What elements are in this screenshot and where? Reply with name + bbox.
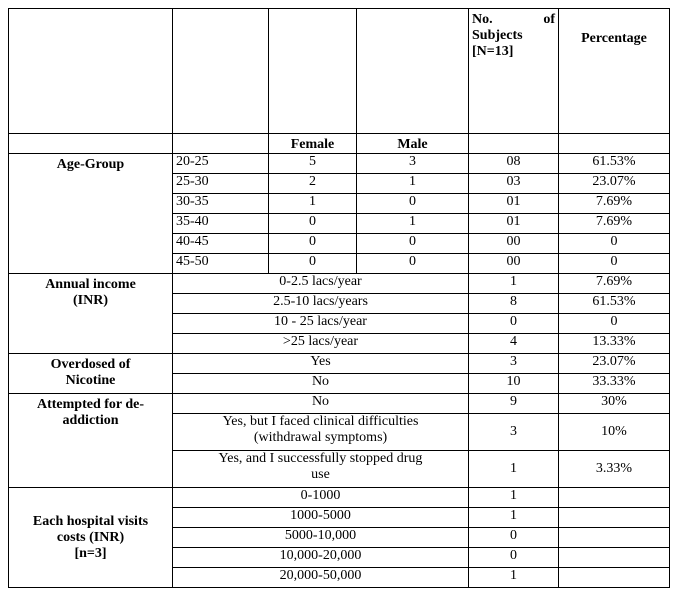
deaddiction-answer: Yes, and I successfully stopped drug use xyxy=(173,451,469,488)
percentage-value: 7.69% xyxy=(559,214,670,234)
male-count: 0 xyxy=(357,234,469,254)
subject-count: 8 xyxy=(469,294,559,314)
percentage-value: 0 xyxy=(559,314,670,334)
percentage-value: 7.69% xyxy=(559,274,670,294)
deaddiction-answer: Yes, but I faced clinical difficulties (withdrawal symptoms) xyxy=(173,414,469,451)
female-count: 1 xyxy=(269,194,357,214)
header-row xyxy=(9,9,670,134)
age-range: 45-50 xyxy=(173,254,269,274)
header-empty-cell xyxy=(357,9,469,134)
overdosed-label: Overdosed of Nicotine xyxy=(9,354,173,394)
percentage-value xyxy=(559,528,670,548)
income-bracket: 10 - 25 lacs/year xyxy=(173,314,469,334)
cost-range: 5000-10,000 xyxy=(173,528,469,548)
header-empty-cell xyxy=(173,9,269,134)
income-bracket: 0-2.5 lacs/year xyxy=(173,274,469,294)
subheader-empty-cell xyxy=(9,134,173,154)
subject-count: 0 xyxy=(469,528,559,548)
percentage-value: 7.69% xyxy=(559,194,670,214)
subject-count: 01 xyxy=(469,194,559,214)
subject-count: 00 xyxy=(469,234,559,254)
percentage-value xyxy=(559,488,670,508)
male-count: 0 xyxy=(357,254,469,274)
subject-count: 4 xyxy=(469,334,559,354)
table-row xyxy=(9,154,670,174)
subject-count: 03 xyxy=(469,174,559,194)
subject-count: 08 xyxy=(469,154,559,174)
subject-count: 0 xyxy=(469,548,559,568)
percentage-value: 33.33% xyxy=(559,374,670,394)
male-count: 1 xyxy=(357,214,469,234)
subheader-row xyxy=(9,134,670,154)
table-row xyxy=(9,354,670,374)
cost-range: 1000-5000 xyxy=(173,508,469,528)
subjects-header: No. of Subjects [N=13] xyxy=(469,9,559,134)
female-count: 0 xyxy=(269,234,357,254)
percentage-value: 23.07% xyxy=(559,354,670,374)
percentage-value: 61.53% xyxy=(559,154,670,174)
percentage-value: 23.07% xyxy=(559,174,670,194)
percentage-value xyxy=(559,568,670,588)
income-bracket: >25 lacs/year xyxy=(173,334,469,354)
male-count: 0 xyxy=(357,194,469,214)
subject-count: 1 xyxy=(469,508,559,528)
female-count: 5 xyxy=(269,154,357,174)
male-header: Male xyxy=(357,134,469,154)
subheader-empty-cell xyxy=(559,134,670,154)
subject-count: 1 xyxy=(469,451,559,488)
overdose-answer: No xyxy=(173,374,469,394)
age-range: 25-30 xyxy=(173,174,269,194)
female-header: Female xyxy=(269,134,357,154)
percentage-value: 0 xyxy=(559,234,670,254)
data-table xyxy=(8,8,670,588)
income-bracket: 2.5-10 lacs/years xyxy=(173,294,469,314)
header-empty-cell xyxy=(269,9,357,134)
female-count: 0 xyxy=(269,254,357,274)
female-count: 2 xyxy=(269,174,357,194)
subject-count: 00 xyxy=(469,254,559,274)
percentage-value xyxy=(559,508,670,528)
overdose-answer: Yes xyxy=(173,354,469,374)
annual-income-label: Annual income (INR) xyxy=(9,274,173,354)
deaddiction-label: Attempted for de- addiction xyxy=(9,394,173,488)
subject-count: 01 xyxy=(469,214,559,234)
cost-range: 0-1000 xyxy=(173,488,469,508)
percentage-value: 3.33% xyxy=(559,451,670,488)
male-count: 1 xyxy=(357,174,469,194)
age-range: 30-35 xyxy=(173,194,269,214)
cost-range: 10,000-20,000 xyxy=(173,548,469,568)
subject-count: 3 xyxy=(469,414,559,451)
age-range: 20-25 xyxy=(173,154,269,174)
table-row xyxy=(9,274,670,294)
age-range: 40-45 xyxy=(173,234,269,254)
percentage-value: 61.53% xyxy=(559,294,670,314)
header-empty-cell xyxy=(9,9,173,134)
percentage-value: 0 xyxy=(559,254,670,274)
subject-count: 3 xyxy=(469,354,559,374)
percentage-value: 13.33% xyxy=(559,334,670,354)
percentage-value: 10% xyxy=(559,414,670,451)
percentage-header: Percentage xyxy=(559,9,670,134)
subject-count: 0 xyxy=(469,314,559,334)
age-range: 35-40 xyxy=(173,214,269,234)
subject-count: 1 xyxy=(469,274,559,294)
male-count: 3 xyxy=(357,154,469,174)
deaddiction-answer: No xyxy=(173,394,469,414)
hospital-costs-label: Each hospital visits costs (INR) [n=3] xyxy=(9,488,173,588)
subject-count: 9 xyxy=(469,394,559,414)
subheader-empty-cell xyxy=(469,134,559,154)
table-row xyxy=(9,488,670,508)
subject-count: 10 xyxy=(469,374,559,394)
table-row xyxy=(9,394,670,414)
subject-count: 1 xyxy=(469,488,559,508)
subheader-empty-cell xyxy=(173,134,269,154)
percentage-value: 30% xyxy=(559,394,670,414)
female-count: 0 xyxy=(269,214,357,234)
subject-count: 1 xyxy=(469,568,559,588)
cost-range: 20,000-50,000 xyxy=(173,568,469,588)
percentage-value xyxy=(559,548,670,568)
age-group-label: Age-Group xyxy=(9,154,173,274)
